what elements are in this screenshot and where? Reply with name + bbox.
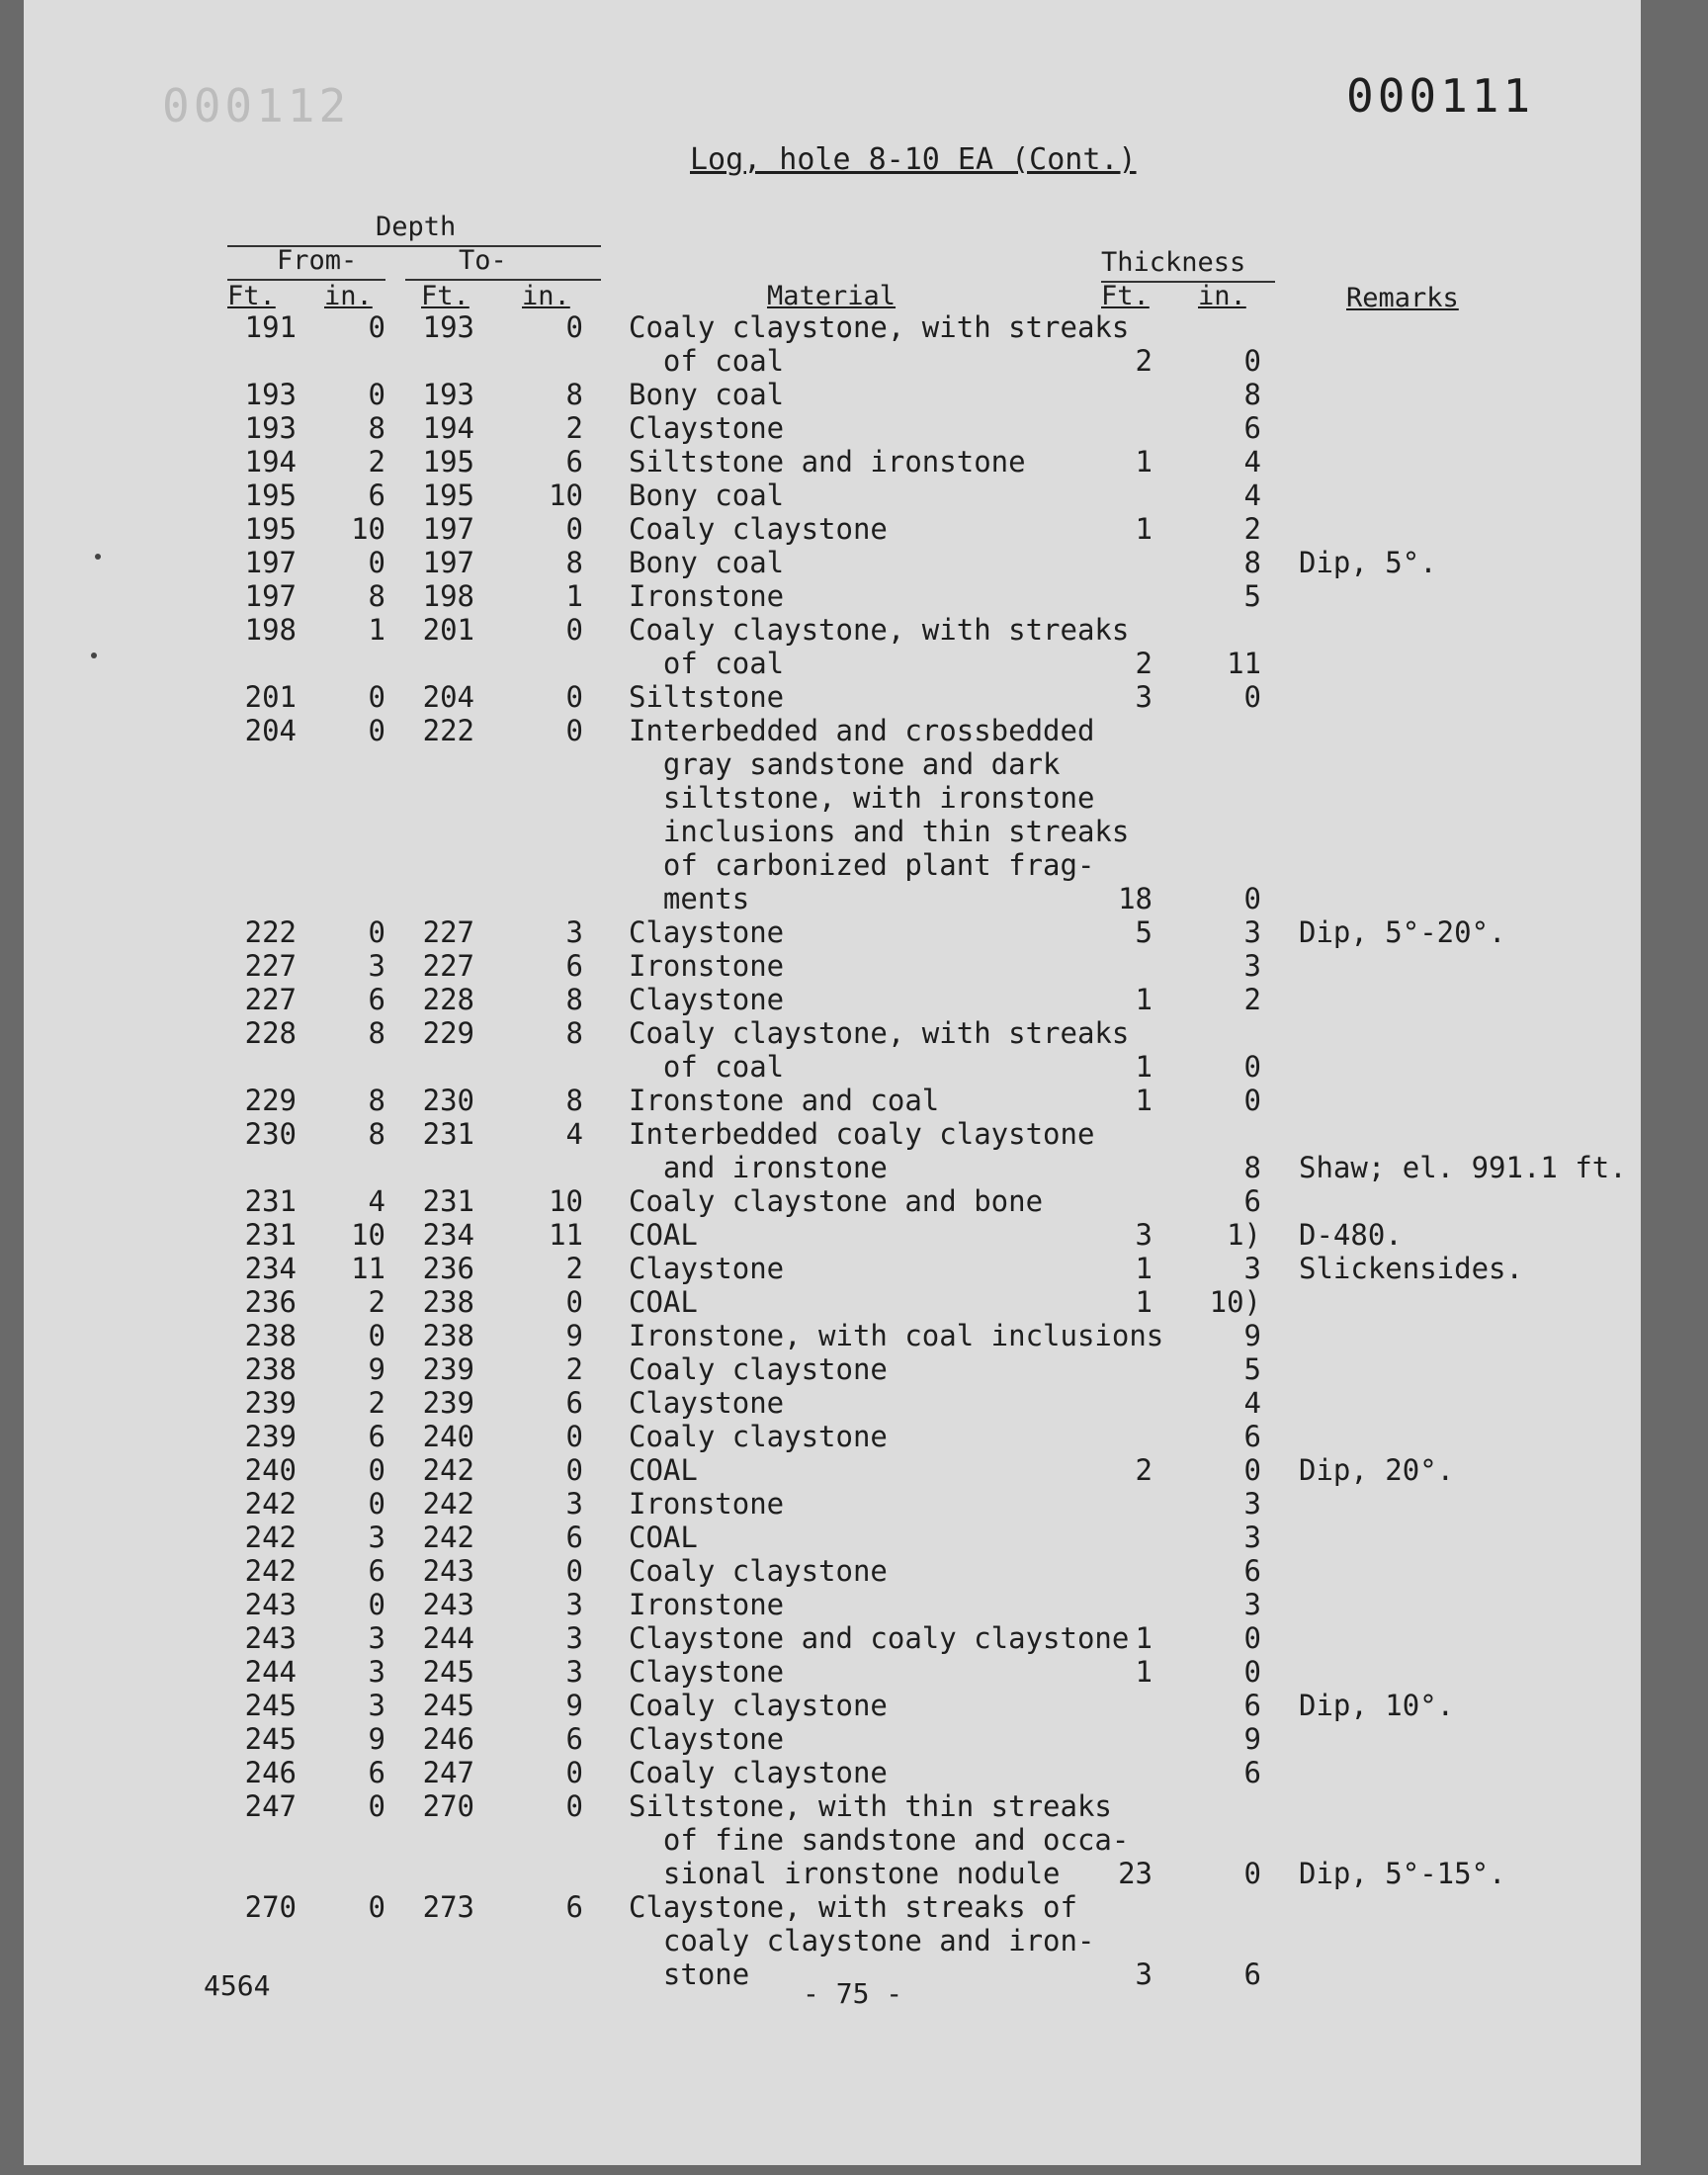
row-to-ft-text: 227: [422, 915, 474, 949]
row-thickness-in-text: 3: [1243, 915, 1261, 949]
row-from-in-text: 9: [368, 1352, 385, 1386]
row-to-in-text: 2: [565, 1352, 583, 1386]
row-to-in-text: 0: [565, 680, 583, 714]
row-material-line: Bony coal: [629, 546, 785, 579]
row-material-line: Ironstone: [629, 1487, 785, 1521]
row-thickness-ft-text: 1: [1135, 1252, 1153, 1285]
row-to-in-text: 10: [549, 1184, 583, 1218]
row-from-in-text: 6: [368, 1420, 385, 1453]
row-to-in-text: 8: [565, 983, 583, 1016]
row-material-line: stone: [629, 1958, 750, 1991]
row-remarks: Slickensides.: [1299, 1252, 1523, 1285]
row-thickness-ft-text: 18: [1118, 882, 1153, 915]
row-thickness-in-text: 0: [1243, 1453, 1261, 1487]
row-material-line: Claystone: [629, 983, 785, 1016]
row-from-ft-text: 239: [244, 1386, 297, 1420]
row-from-ft-text: 234: [244, 1252, 297, 1285]
row-material-line: of carbonized plant frag-: [629, 848, 1095, 882]
row-from-in-text: 3: [368, 1621, 385, 1655]
row-from-ft-text: 243: [244, 1588, 297, 1621]
row-from-in-text: 0: [368, 714, 385, 747]
row-to-ft-text: 229: [422, 1016, 474, 1050]
row-material-line: Claystone: [629, 1655, 785, 1689]
row-from-in-text: 0: [368, 1487, 385, 1521]
row-to-ft-text: 245: [422, 1689, 474, 1722]
row-to-ft-text: 270: [422, 1789, 474, 1823]
row-thickness-in-text: 5: [1243, 1352, 1261, 1386]
row-from-ft-text: 230: [244, 1117, 297, 1151]
row-from-ft-text: 194: [244, 445, 297, 478]
row-to-in-text: 6: [565, 445, 583, 478]
row-material-line: of coal: [629, 344, 785, 378]
row-from-in-text: 6: [368, 1756, 385, 1789]
row-to-in-text: 1: [565, 579, 583, 613]
row-from-in-text: 8: [368, 579, 385, 613]
row-to-ft-text: 240: [422, 1420, 474, 1453]
header-thickness: Thickness: [1101, 247, 1246, 278]
row-to-ft-text: 194: [422, 411, 474, 445]
header-remarks: Remarks: [1346, 283, 1459, 313]
row-material-line: of coal: [629, 647, 785, 680]
row-material-line: Coaly claystone: [629, 1756, 888, 1789]
row-material-line: Siltstone and ironstone: [629, 445, 1026, 478]
row-from-in-text: 3: [368, 949, 385, 983]
row-thickness-in-text: 6: [1243, 411, 1261, 445]
row-to-ft-text: 195: [422, 445, 474, 478]
row-to-in-text: 11: [549, 1218, 583, 1252]
row-to-ft-text: 244: [422, 1621, 474, 1655]
row-remarks: Dip, 5°-20°.: [1299, 915, 1506, 949]
row-material-line: Interbedded and crossbedded: [629, 714, 1095, 747]
row-to-ft-text: 242: [422, 1521, 474, 1554]
row-from-ft-text: 204: [244, 714, 297, 747]
row-material-line: Coaly claystone, with streaks: [629, 613, 1130, 647]
row-to-in-text: 8: [565, 1084, 583, 1117]
row-thickness-in-text: 8: [1243, 1151, 1261, 1184]
row-to-ft-text: 227: [422, 949, 474, 983]
row-material-line: COAL: [629, 1285, 698, 1319]
row-to-ft-text: 228: [422, 983, 474, 1016]
row-from-ft-text: 236: [244, 1285, 297, 1319]
row-material-line: gray sandstone and dark: [629, 747, 1061, 781]
row-from-ft-text: 197: [244, 579, 297, 613]
row-to-ft-text: 273: [422, 1890, 474, 1924]
page-title: Log, hole 8-10 EA (Cont.): [690, 142, 1137, 177]
row-from-in-text: 0: [368, 1588, 385, 1621]
row-to-in-text: 2: [565, 1252, 583, 1285]
row-thickness-ft-text: 23: [1118, 1857, 1153, 1890]
row-from-ft-text: 240: [244, 1453, 297, 1487]
row-material-line: Coaly claystone, with streaks: [629, 310, 1130, 344]
row-from-in-text: 2: [368, 1386, 385, 1420]
row-thickness-in-text: 0: [1243, 1084, 1261, 1117]
row-from-ft-text: 229: [244, 1084, 297, 1117]
row-from-in-text: 6: [368, 1554, 385, 1588]
row-material-line: Claystone: [629, 915, 785, 949]
row-to-ft-text: 246: [422, 1722, 474, 1756]
row-to-in-text: 6: [565, 1722, 583, 1756]
row-material-line: Ironstone: [629, 1588, 785, 1621]
row-thickness-in-text: 3: [1243, 949, 1261, 983]
row-to-ft-text: 222: [422, 714, 474, 747]
row-from-ft-text: 195: [244, 478, 297, 512]
row-to-ft-text: 193: [422, 378, 474, 411]
row-remarks: Dip, 5°-15°.: [1299, 1857, 1506, 1890]
row-thickness-ft-text: 3: [1135, 1218, 1153, 1252]
row-remarks: Dip, 10°.: [1299, 1689, 1455, 1722]
row-from-in-text: 10: [351, 1218, 385, 1252]
row-from-in-text: 8: [368, 1016, 385, 1050]
row-to-ft-text: 245: [422, 1655, 474, 1689]
row-from-in-text: 4: [368, 1184, 385, 1218]
row-to-in-text: 8: [565, 546, 583, 579]
row-material-line: Coaly claystone: [629, 1554, 888, 1588]
row-to-in-text: 0: [565, 1756, 583, 1789]
row-from-in-text: 3: [368, 1521, 385, 1554]
row-thickness-in-text: 6: [1243, 1420, 1261, 1453]
row-from-in-text: 6: [368, 983, 385, 1016]
row-material-line: Ironstone: [629, 579, 785, 613]
row-from-ft-text: 193: [244, 378, 297, 411]
row-to-in-text: 3: [565, 1655, 583, 1689]
row-to-in-text: 9: [565, 1689, 583, 1722]
header-to: To-: [459, 245, 507, 276]
row-from-ft-text: 238: [244, 1319, 297, 1352]
row-material-line: Coaly claystone: [629, 512, 888, 546]
row-material-line: Ironstone, with coal inclusions: [629, 1319, 1164, 1352]
row-thickness-in-text: 0: [1243, 1050, 1261, 1084]
row-from-ft-text: 246: [244, 1756, 297, 1789]
row-from-in-text: 0: [368, 915, 385, 949]
row-to-in-text: 0: [565, 1420, 583, 1453]
row-thickness-in-text: 10): [1209, 1285, 1261, 1319]
row-from-in-text: 3: [368, 1689, 385, 1722]
row-from-ft-text: 245: [244, 1722, 297, 1756]
row-from-ft-text: 197: [244, 546, 297, 579]
row-remarks: D-480.: [1299, 1218, 1403, 1252]
row-to-in-text: 8: [565, 378, 583, 411]
row-thickness-in-text: 5: [1243, 579, 1261, 613]
row-from-ft-text: 270: [244, 1890, 297, 1924]
row-thickness-ft-text: 2: [1135, 647, 1153, 680]
row-to-in-text: 3: [565, 1588, 583, 1621]
row-material-line: Coaly claystone, with streaks: [629, 1016, 1130, 1050]
row-material-line: Siltstone, with thin streaks: [629, 1789, 1112, 1823]
row-to-ft-text: 197: [422, 512, 474, 546]
row-from-in-text: 8: [368, 411, 385, 445]
row-thickness-in-text: 6: [1243, 1958, 1261, 1991]
row-material-line: Bony coal: [629, 378, 785, 411]
row-from-in-text: 8: [368, 1117, 385, 1151]
row-thickness-ft-text: 1: [1135, 1285, 1153, 1319]
binder-hole-mark: [91, 652, 97, 658]
row-remarks: Dip, 20°.: [1299, 1453, 1455, 1487]
row-thickness-in-text: 0: [1243, 344, 1261, 378]
row-to-in-text: 0: [565, 1453, 583, 1487]
row-from-ft-text: 231: [244, 1184, 297, 1218]
row-to-in-text: 0: [565, 714, 583, 747]
row-material-line: of fine sandstone and occa-: [629, 1823, 1130, 1857]
row-to-ft-text: 236: [422, 1252, 474, 1285]
row-to-ft-text: 231: [422, 1184, 474, 1218]
row-thickness-in-text: 6: [1243, 1554, 1261, 1588]
header-thickness-ft: Ft.: [1101, 281, 1150, 311]
row-from-ft-text: 242: [244, 1487, 297, 1521]
row-from-in-text: 0: [368, 1319, 385, 1352]
row-material-line: inclusions and thin streaks: [629, 815, 1130, 848]
row-material-line: ments: [629, 882, 750, 915]
row-thickness-ft-text: 1: [1135, 983, 1153, 1016]
header-material: Material: [767, 281, 897, 311]
page-number: - 75 -: [803, 1977, 903, 2010]
row-material-line: Ironstone: [629, 949, 785, 983]
row-to-ft-text: 239: [422, 1386, 474, 1420]
row-to-ft-text: 238: [422, 1285, 474, 1319]
row-from-ft-text: 247: [244, 1789, 297, 1823]
row-to-in-text: 6: [565, 949, 583, 983]
row-from-in-text: 3: [368, 1655, 385, 1689]
row-to-in-text: 0: [565, 512, 583, 546]
row-from-ft-text: 201: [244, 680, 297, 714]
row-material-line: Ironstone and coal: [629, 1084, 940, 1117]
row-from-ft-text: 222: [244, 915, 297, 949]
row-from-in-text: 2: [368, 1285, 385, 1319]
row-thickness-in-text: 6: [1243, 1756, 1261, 1789]
row-material-line: Coaly claystone: [629, 1352, 888, 1386]
row-from-ft-text: 198: [244, 613, 297, 647]
row-to-in-text: 3: [565, 915, 583, 949]
row-to-in-text: 0: [565, 310, 583, 344]
row-thickness-ft-text: 2: [1135, 344, 1153, 378]
row-from-ft-text: 191: [244, 310, 297, 344]
row-from-in-text: 0: [368, 1453, 385, 1487]
row-thickness-in-text: 3: [1243, 1252, 1261, 1285]
row-material-line: COAL: [629, 1218, 698, 1252]
row-thickness-in-text: 3: [1243, 1588, 1261, 1621]
row-to-ft-text: 243: [422, 1588, 474, 1621]
row-thickness-in-text: 0: [1243, 1621, 1261, 1655]
row-thickness-in-text: 4: [1243, 1386, 1261, 1420]
row-material-line: of coal: [629, 1050, 785, 1084]
row-thickness-in-text: 6: [1243, 1184, 1261, 1218]
row-to-ft-text: 230: [422, 1084, 474, 1117]
row-thickness-ft-text: 3: [1135, 680, 1153, 714]
header-from: From-: [277, 245, 358, 276]
row-from-in-text: 6: [368, 478, 385, 512]
row-thickness-ft-text: 1: [1135, 1050, 1153, 1084]
row-thickness-in-text: 0: [1243, 1655, 1261, 1689]
row-from-in-text: 0: [368, 680, 385, 714]
row-from-ft-text: 244: [244, 1655, 297, 1689]
row-thickness-ft-text: 1: [1135, 1084, 1153, 1117]
row-from-ft-text: 195: [244, 512, 297, 546]
row-from-ft-text: 227: [244, 983, 297, 1016]
row-material-line: Coaly claystone: [629, 1689, 888, 1722]
row-thickness-ft-text: 1: [1135, 1655, 1153, 1689]
row-to-ft-text: 231: [422, 1117, 474, 1151]
row-thickness-in-text: 8: [1243, 378, 1261, 411]
row-thickness-ft-text: 1: [1135, 512, 1153, 546]
binder-hole-mark: [95, 554, 101, 560]
row-from-ft-text: 243: [244, 1621, 297, 1655]
row-to-in-text: 0: [565, 1789, 583, 1823]
row-material-line: sional ironstone nodule: [629, 1857, 1061, 1890]
row-to-ft-text: 198: [422, 579, 474, 613]
row-to-ft-text: 195: [422, 478, 474, 512]
row-from-ft-text: 239: [244, 1420, 297, 1453]
row-from-ft-text: 242: [244, 1554, 297, 1588]
row-material-line: Claystone: [629, 411, 785, 445]
row-from-in-text: 0: [368, 546, 385, 579]
row-to-ft-text: 243: [422, 1554, 474, 1588]
row-material-line: COAL: [629, 1453, 698, 1487]
header-from-in: in.: [324, 281, 373, 311]
row-to-ft-text: 238: [422, 1319, 474, 1352]
row-from-in-text: 2: [368, 445, 385, 478]
row-thickness-in-text: 3: [1243, 1521, 1261, 1554]
row-to-ft-text: 239: [422, 1352, 474, 1386]
row-material-line: Claystone: [629, 1252, 785, 1285]
row-thickness-ft-text: 3: [1135, 1958, 1153, 1991]
row-thickness-in-text: 4: [1243, 445, 1261, 478]
row-to-in-text: 0: [565, 1285, 583, 1319]
row-material-line: Claystone and coaly claystone: [629, 1621, 1130, 1655]
row-to-in-text: 3: [565, 1487, 583, 1521]
row-to-ft-text: 193: [422, 310, 474, 344]
row-to-in-text: 8: [565, 1016, 583, 1050]
row-to-in-text: 2: [565, 411, 583, 445]
row-thickness-ft-text: 5: [1135, 915, 1153, 949]
row-thickness-in-text: 2: [1243, 983, 1261, 1016]
row-material-line: siltstone, with ironstone: [629, 781, 1095, 815]
row-thickness-in-text: 8: [1243, 546, 1261, 579]
row-to-ft-text: 242: [422, 1453, 474, 1487]
row-to-in-text: 0: [565, 613, 583, 647]
row-from-ft-text: 231: [244, 1218, 297, 1252]
row-to-in-text: 9: [565, 1319, 583, 1352]
row-thickness-ft-text: 2: [1135, 1453, 1153, 1487]
row-thickness-in-text: 9: [1243, 1319, 1261, 1352]
row-to-ft-text: 197: [422, 546, 474, 579]
row-remarks: Shaw; el. 991.1 ft.: [1299, 1151, 1627, 1184]
row-thickness-in-text: 4: [1243, 478, 1261, 512]
row-material-line: Claystone: [629, 1722, 785, 1756]
row-from-ft-text: 227: [244, 949, 297, 983]
row-from-in-text: 11: [351, 1252, 385, 1285]
row-thickness-in-text: 0: [1243, 1857, 1261, 1890]
row-thickness-in-text: 2: [1243, 512, 1261, 546]
row-material-line: Bony coal: [629, 478, 785, 512]
row-from-ft-text: 242: [244, 1521, 297, 1554]
row-thickness-in-text: 0: [1243, 680, 1261, 714]
row-from-in-text: 0: [368, 310, 385, 344]
row-to-in-text: 6: [565, 1521, 583, 1554]
row-thickness-in-text: 9: [1243, 1722, 1261, 1756]
row-to-in-text: 10: [549, 478, 583, 512]
row-material-line: Siltstone: [629, 680, 785, 714]
row-material-line: coaly claystone and iron-: [629, 1924, 1095, 1958]
row-material-line: Coaly claystone and bone: [629, 1184, 1044, 1218]
row-from-ft-text: 238: [244, 1352, 297, 1386]
row-from-in-text: 10: [351, 512, 385, 546]
row-from-ft-text: 228: [244, 1016, 297, 1050]
header-to-in: in.: [522, 281, 570, 311]
row-to-ft-text: 247: [422, 1756, 474, 1789]
document-page: [24, 0, 1641, 2165]
row-to-in-text: 6: [565, 1386, 583, 1420]
row-from-in-text: 0: [368, 1789, 385, 1823]
header-to-ft: Ft.: [421, 281, 470, 311]
row-thickness-in-text: 6: [1243, 1689, 1261, 1722]
row-to-ft-text: 242: [422, 1487, 474, 1521]
header-depth: Depth: [376, 212, 457, 242]
row-to-ft-text: 204: [422, 680, 474, 714]
row-material-line: Interbedded coaly claystone: [629, 1117, 1095, 1151]
row-material-line: Coaly claystone: [629, 1420, 888, 1453]
document-number: 000111: [1346, 69, 1535, 123]
row-to-in-text: 3: [565, 1621, 583, 1655]
row-material-line: and ironstone: [629, 1151, 888, 1184]
row-to-in-text: 6: [565, 1890, 583, 1924]
row-material-line: Claystone, with streaks of: [629, 1890, 1077, 1924]
row-from-in-text: 0: [368, 378, 385, 411]
document-code: 4564: [204, 1969, 271, 2002]
row-from-in-text: 9: [368, 1722, 385, 1756]
row-material-line: Claystone: [629, 1386, 785, 1420]
row-thickness-in-text: 11: [1227, 647, 1261, 680]
row-from-ft-text: 193: [244, 411, 297, 445]
faint-bleed-through-number: 000112: [162, 79, 351, 132]
row-to-ft-text: 234: [422, 1218, 474, 1252]
row-to-in-text: 0: [565, 1554, 583, 1588]
row-thickness-in-text: 0: [1243, 882, 1261, 915]
row-to-ft-text: 201: [422, 613, 474, 647]
row-thickness-ft-text: 1: [1135, 1621, 1153, 1655]
row-from-in-text: 8: [368, 1084, 385, 1117]
row-from-in-text: 0: [368, 1890, 385, 1924]
row-thickness-in-text: 1): [1227, 1218, 1261, 1252]
row-thickness-ft-text: 1: [1135, 445, 1153, 478]
row-remarks: Dip, 5°.: [1299, 546, 1437, 579]
header-from-ft: Ft.: [227, 281, 276, 311]
header-thickness-in: in.: [1198, 281, 1246, 311]
row-thickness-in-text: 3: [1243, 1487, 1261, 1521]
row-from-in-text: 1: [368, 613, 385, 647]
row-to-in-text: 4: [565, 1117, 583, 1151]
row-from-ft-text: 245: [244, 1689, 297, 1722]
row-material-line: COAL: [629, 1521, 698, 1554]
